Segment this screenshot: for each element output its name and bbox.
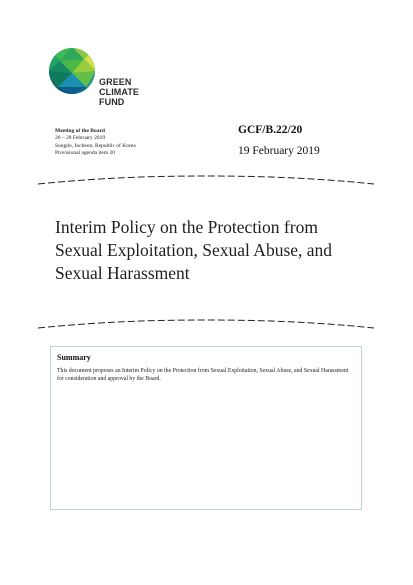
- document-date: 19 February 2019: [238, 145, 320, 157]
- gcf-logo: [48, 47, 148, 109]
- meeting-location: Songdo, Incheon, Republic of Korea: [55, 142, 136, 149]
- summary-heading: Summary: [57, 353, 91, 362]
- logo-line-fund: FUND: [99, 97, 125, 107]
- meeting-agenda-item: Provisional agenda item 20: [55, 150, 116, 157]
- document-code: GCF/B.22/20: [238, 124, 303, 136]
- title-line-1: Interim Policy on the Protection from: [55, 217, 318, 237]
- meeting-dates: 26 – 28 February 2019: [55, 135, 106, 142]
- document-reference: [238, 123, 320, 158]
- meeting-info: [55, 128, 225, 158]
- title-line-3: Sexual Harassment: [55, 263, 190, 283]
- summary-text: This document proposes an Interim Policy on the Protection from Sexual Exploitation, Sexual Abuse, and Sexual Harassment for consideration and approval by the Board.: [57, 368, 349, 382]
- page-title: [55, 216, 385, 285]
- logo-line-climate: CLIMATE: [99, 87, 140, 97]
- gcf-globe-icon: [48, 47, 96, 95]
- logo-line-green: GREEN: [99, 77, 132, 87]
- divider-wave-top: [38, 174, 374, 188]
- logo-wordmark: [99, 77, 139, 107]
- divider-wave-bottom: [38, 318, 374, 332]
- summary-box: [50, 346, 362, 510]
- meeting-title: Meeting of the Board: [55, 128, 105, 134]
- title-line-2: Sexual Exploitation, Sexual Abuse, and: [55, 240, 333, 260]
